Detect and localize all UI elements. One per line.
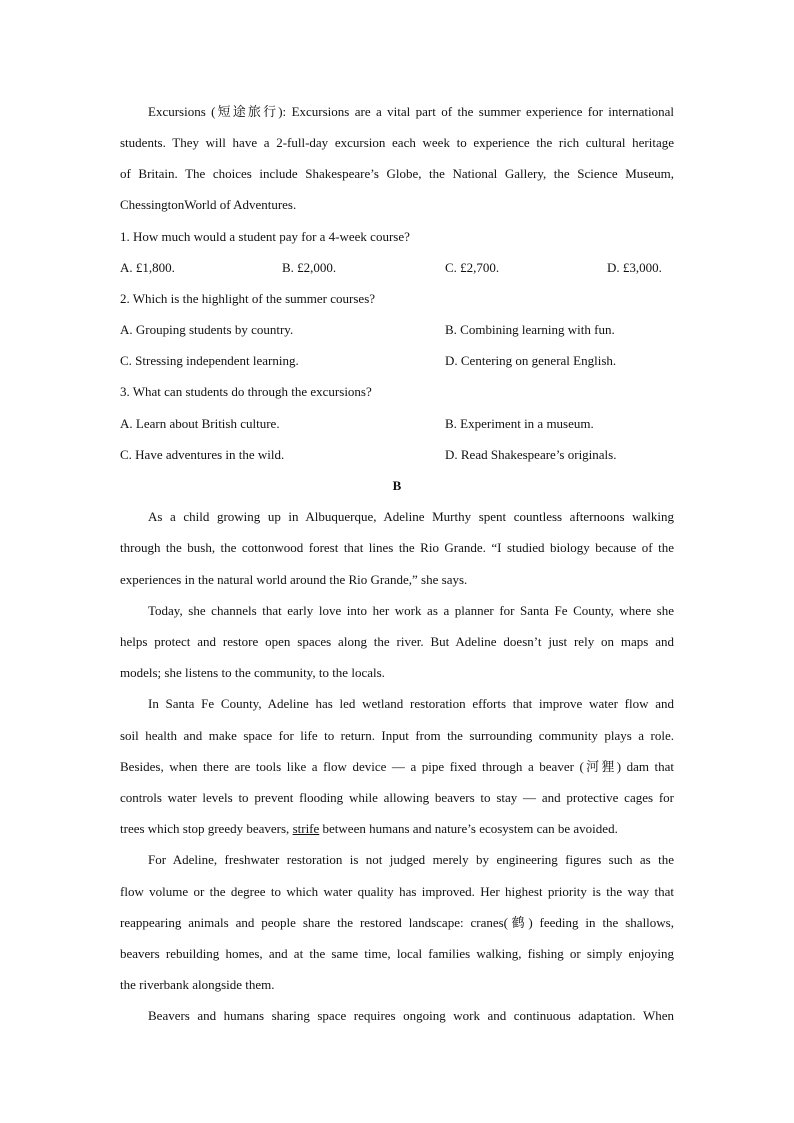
question-option: A. Learn about British culture. bbox=[120, 416, 280, 431]
passage-line: beavers rebuilding homes, and at the same time, local families walking, fishing or simply enjoying bbox=[120, 946, 674, 961]
passage-line: reappearing animals and people share the restored landscape: cranes(鹤) feeding in the shallows, bbox=[120, 915, 674, 930]
question-option: D. Read Shakespeare’s originals. bbox=[445, 447, 617, 462]
question-option: B. Experiment in a museum. bbox=[445, 416, 594, 431]
passage-line: Beavers and humans sharing space requires ongoing work and continuous adaptation. When bbox=[148, 1008, 674, 1023]
passage-line: For Adeline, freshwater restoration is not judged merely by engineering figures such as the bbox=[148, 852, 674, 867]
excursion-paragraph-line: of Britain. The choices include Shakespeare’s Globe, the National Gallery, the Science Museum, bbox=[120, 166, 674, 181]
underlined-word: strife bbox=[292, 821, 320, 836]
passage-line: through the bush, the cottonwood forest that lines the Rio Grande. “I studied biology because of the bbox=[120, 540, 674, 555]
question-option: C. £2,700. bbox=[445, 260, 500, 275]
passage-line bbox=[120, 820, 674, 838]
question-option: C. Stressing independent learning. bbox=[120, 353, 299, 368]
passage-line: Today, she channels that early love into her work as a planner for Santa Fe County, where she bbox=[148, 603, 674, 618]
question-option: D. Centering on general English. bbox=[445, 353, 617, 368]
excursion-paragraph-line: students. They will have a 2-full-day excursion each week to experience the rich cultural heritage bbox=[120, 135, 674, 150]
passage-line: soil health and make space for life to return. Input from the surrounding community plays a role. bbox=[120, 728, 674, 743]
passage-line: Besides, when there are tools like a flow device — a pipe fixed through a beaver (河狸) dam that bbox=[120, 759, 674, 774]
passage-line: flow volume or the degree to which water quality has improved. Her highest priority is the way that bbox=[120, 884, 674, 899]
question-option: B. £2,000. bbox=[282, 260, 337, 275]
question-option: D. £3,000. bbox=[607, 260, 662, 275]
question-stem: 2. Which is the highlight of the summer courses? bbox=[120, 291, 376, 306]
passage-line: helps protect and restore open spaces along the river. But Adeline doesn’t just rely on maps and bbox=[120, 634, 674, 649]
section-title: B bbox=[392, 478, 402, 493]
passage-text: between humans and nature’s ecosystem can be avoided. bbox=[319, 821, 618, 836]
passage-line: In Santa Fe County, Adeline has led wetland restoration efforts that improve water flow and bbox=[148, 696, 674, 711]
question-option: B. Combining learning with fun. bbox=[445, 322, 615, 337]
passage-line: the riverbank alongside them. bbox=[120, 977, 275, 992]
question-stem: 1. How much would a student pay for a 4-week course? bbox=[120, 229, 410, 244]
passage-line: As a child growing up in Albuquerque, Adeline Murthy spent countless afternoons walking bbox=[148, 509, 674, 524]
question-option: A. £1,800. bbox=[120, 260, 175, 275]
question-stem: 3. What can students do through the excursions? bbox=[120, 384, 372, 399]
question-option: A. Grouping students by country. bbox=[120, 322, 294, 337]
passage-line: controls water levels to prevent flooding while allowing beavers to stay — and protective cages for bbox=[120, 790, 674, 805]
passage-line: models; she listens to the community, to the locals. bbox=[120, 665, 385, 680]
passage-line: experiences in the natural world around the Rio Grande,” she says. bbox=[120, 572, 468, 587]
question-option: C. Have adventures in the wild. bbox=[120, 447, 285, 462]
excursion-paragraph-line: Excursions (短途旅行): Excursions are a vital part of the summer experience for international bbox=[148, 104, 674, 119]
excursion-paragraph-line: ChessingtonWorld of Adventures. bbox=[120, 197, 297, 212]
passage-text: trees which stop greedy beavers, bbox=[120, 821, 293, 836]
